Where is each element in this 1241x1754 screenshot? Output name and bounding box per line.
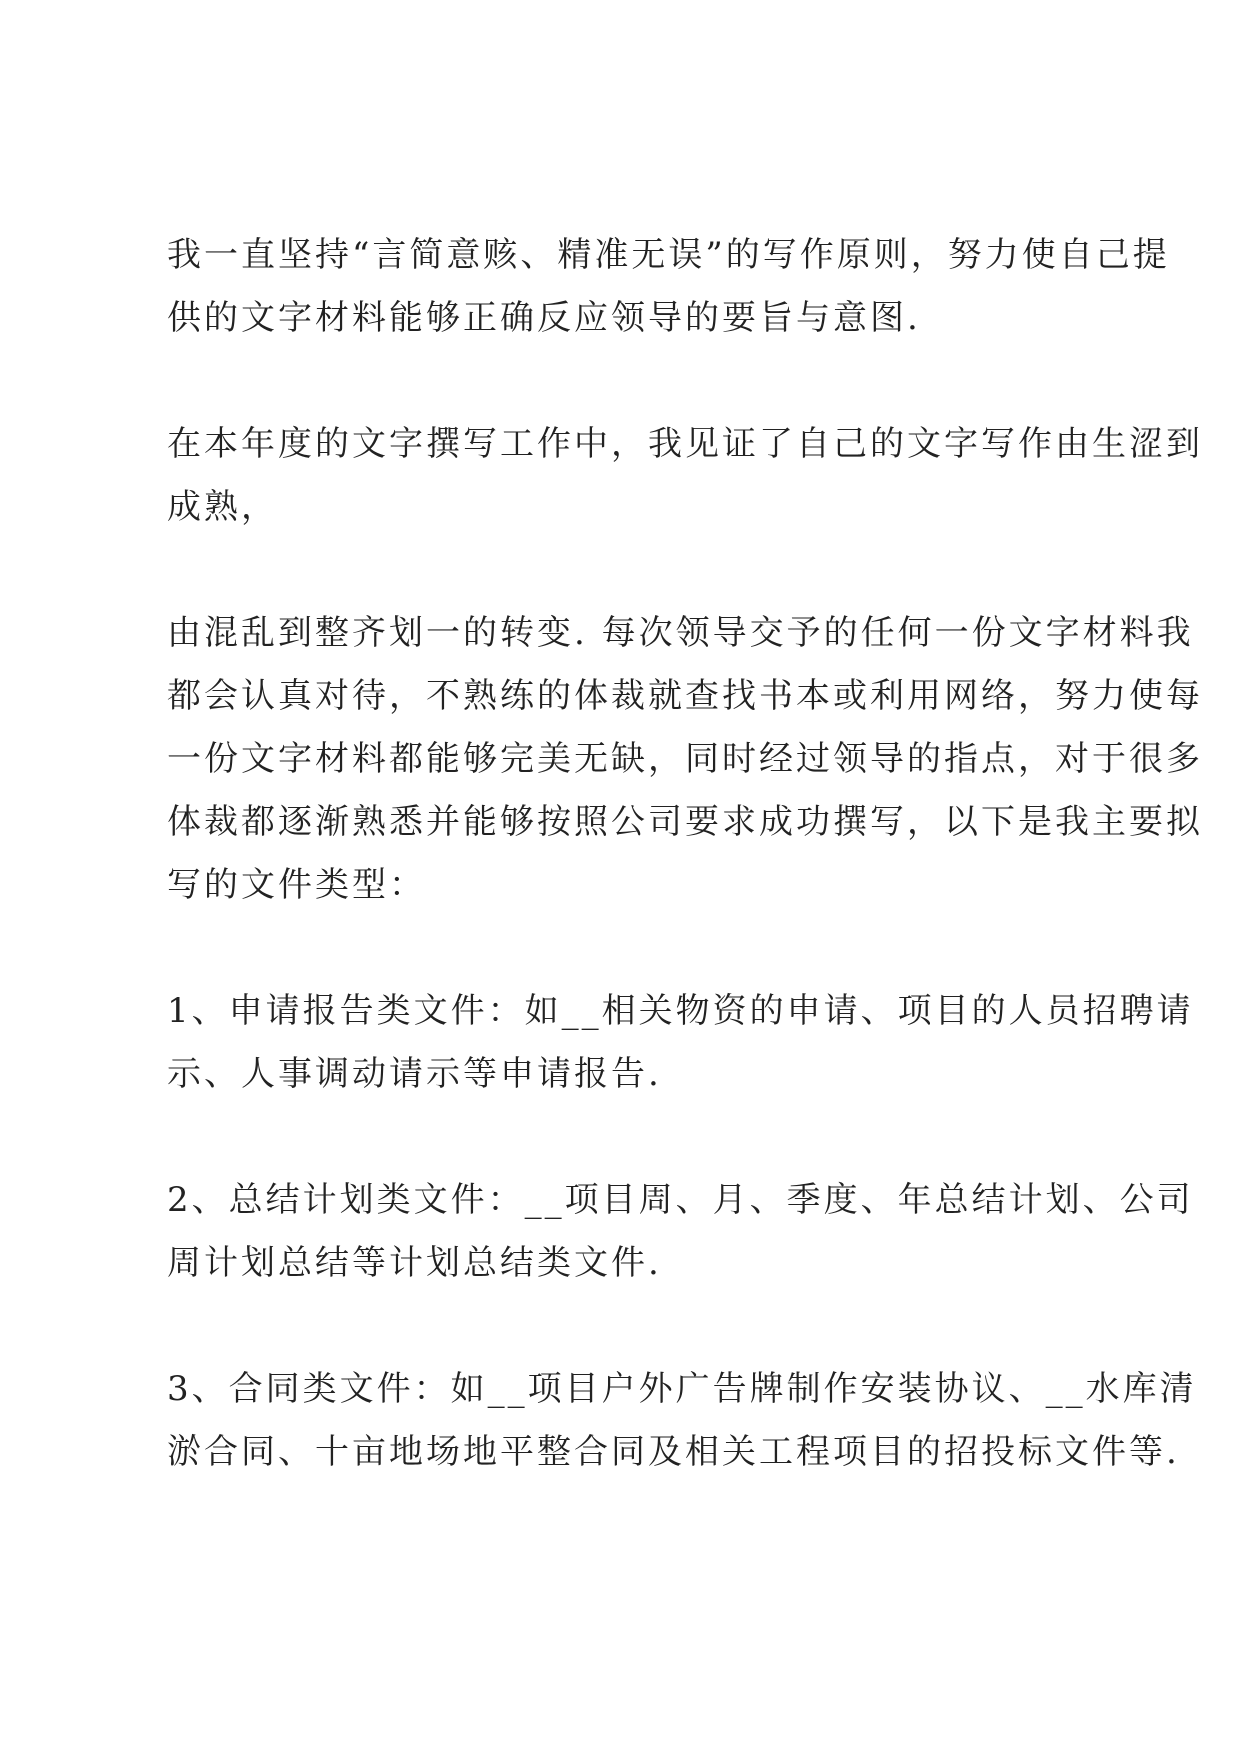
text-line: 3、合同类文件：如__项目户外广告牌制作安装协议、__水库清	[167, 1369, 1197, 1409]
text-line: 写的文件类型：	[167, 865, 426, 905]
text-line: 示、人事调动请示等申请报告.	[167, 1054, 662, 1094]
document-body	[167, 224, 1203, 1547]
list-item-summary-plans	[167, 1169, 1194, 1295]
text-line: 由混乱到整齐划一的转变. 每次领导交予的任何一份文字材料我	[167, 613, 1194, 653]
text-line: 淤合同、十亩地场地平整合同及相关工程项目的招投标文件等.	[167, 1432, 1180, 1472]
paragraph-annual-progress	[167, 413, 1203, 539]
text-line: 一份文字材料都能够完美无缺，同时经过领导的指点，对于很多	[167, 739, 1203, 779]
text-line: 我一直坚持“言简意赅、精准无误”的写作原则，努力使自己提	[167, 235, 1170, 275]
text-line: 都会认真对待，不熟练的体裁就查找书本或利用网络，努力使每	[167, 676, 1203, 716]
text-line: 供的文字材料能够正确反应领导的要旨与意图.	[167, 298, 921, 338]
text-line: 在本年度的文字撰写工作中，我见证了自己的文字写作由生涩到	[167, 424, 1203, 464]
text-line: 体裁都逐渐熟悉并能够按照公司要求成功撰写，以下是我主要拟	[167, 802, 1203, 842]
text-line: 2、总结计划类文件：__项目周、月、季度、年总结计划、公司	[167, 1180, 1194, 1220]
text-line: 周计划总结等计划总结类文件.	[167, 1243, 662, 1283]
list-item-application-reports	[167, 980, 1194, 1106]
paragraph-writing-principle	[167, 224, 1170, 350]
list-item-contracts	[167, 1358, 1197, 1484]
text-line: 1、申请报告类文件：如__相关物资的申请、项目的人员招聘请	[167, 991, 1194, 1031]
text-line: 成熟，	[167, 487, 278, 527]
paragraph-transformation	[167, 602, 1203, 917]
